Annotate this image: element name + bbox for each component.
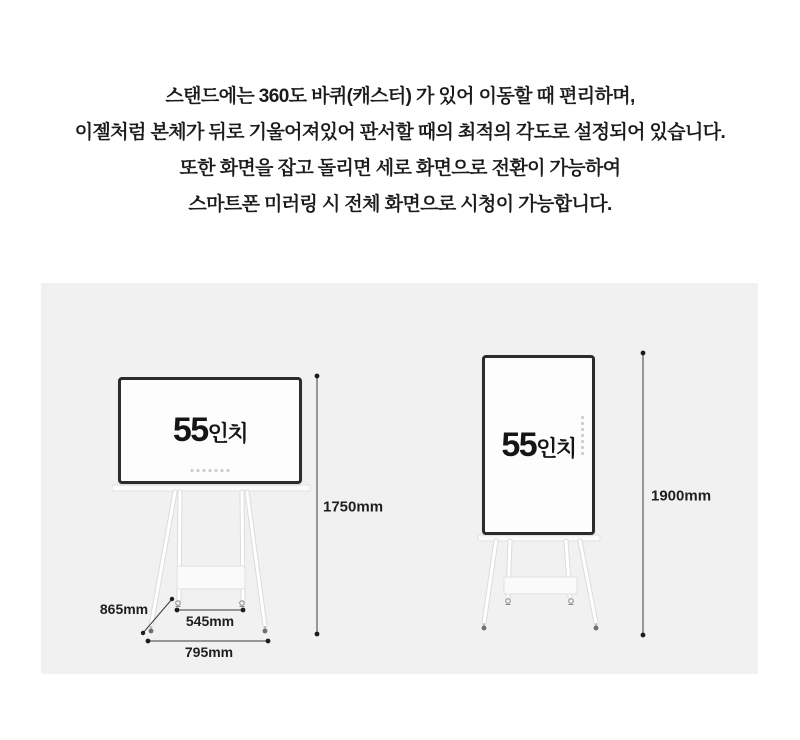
measure-label-depth: 865mm xyxy=(99,601,149,617)
intro-text-block xyxy=(0,79,800,223)
measure-label-height-portrait: 1900mm xyxy=(651,487,712,505)
measure-label-outer-width: 795mm xyxy=(184,644,234,660)
intro-line-2: 이젤처럼 본체가 뒤로 기울어져있어 판서할 때의 최적의 각도로 설정되어 있습니다. xyxy=(74,122,726,143)
screen-size-number: 55 xyxy=(172,411,208,449)
landscape-tray xyxy=(177,566,245,589)
landscape-rear-caster-icons xyxy=(176,601,245,607)
landscape-ledge xyxy=(112,485,310,491)
measure-label-height-landscape: 1750mm xyxy=(323,498,384,516)
flip-display-landscape xyxy=(118,377,302,484)
intro-line-4: 스마트폰 미러링 시 전체 화면으로 시청이 가능합니다. xyxy=(188,194,612,215)
flip-display-portrait xyxy=(482,355,595,535)
bezel-control-dots-icon xyxy=(581,416,584,455)
screen-size-label-landscape xyxy=(173,411,247,450)
screen-size-label-portrait xyxy=(501,426,575,465)
measure-label-inner-width: 545mm xyxy=(185,613,235,629)
screen-size-number: 55 xyxy=(501,425,537,464)
bezel-control-dots-icon xyxy=(191,469,230,472)
screen-size-unit: 인치 xyxy=(536,435,576,461)
portrait-rear-caster-icons xyxy=(506,599,574,605)
intro-line-1: 스탠드에는 360도 바퀴(캐스터) 가 있어 이동할 때 편리하며, xyxy=(165,86,635,107)
portrait-tray xyxy=(504,577,577,594)
intro-line-3: 또한 화면을 잡고 돌리면 세로 화면으로 전환이 가능하여 xyxy=(179,158,621,179)
portrait-front-caster-icons xyxy=(482,623,599,630)
screen-size-unit: 인치 xyxy=(207,421,248,446)
landscape-legs-outline xyxy=(151,492,265,626)
dimension-panel xyxy=(41,283,758,674)
